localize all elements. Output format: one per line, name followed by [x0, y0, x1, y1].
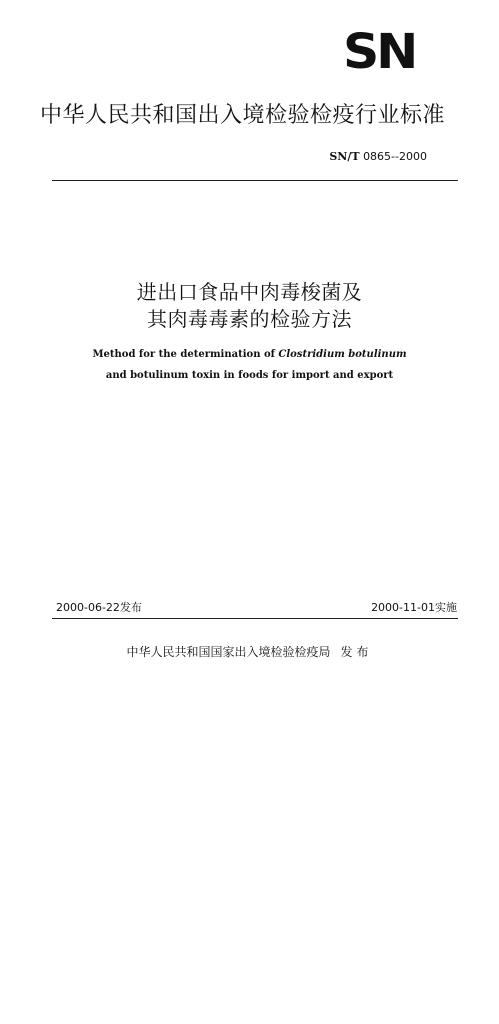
publisher [0, 644, 499, 660]
header-divider [52, 180, 458, 181]
chinese-title-line-2: 其肉毒毒素的检验方法 [147, 307, 352, 331]
sn-logo: SN [343, 24, 416, 80]
issue-date [56, 601, 142, 615]
english-title-line-1 [0, 347, 499, 363]
effective-label: 实施 [435, 601, 457, 614]
issue-date-value: 2000-06-22 [56, 601, 120, 614]
standard-number-value: 0865--2000 [363, 150, 427, 163]
english-title-prefix: Method for the determination of [92, 349, 275, 360]
publisher-suffix: 发布 [340, 645, 373, 659]
industry-standard-title: 中华人民共和国出入境检验检疫行业标准 [40, 103, 446, 128]
publisher-name: 中华人民共和国国家出入境检验检疫局 [126, 645, 331, 659]
issue-label: 发布 [119, 601, 142, 614]
english-title-species: Clostridium botulinum [278, 349, 407, 360]
chinese-title-line-1: 进出口食品中肉毒梭菌及 [136, 280, 363, 304]
footer-divider [52, 618, 458, 619]
effective-date-value: 2000-11-01 [371, 601, 435, 614]
effective-date [371, 601, 457, 615]
english-title-line-2: and botulinum toxin in foods for import and export [105, 370, 394, 381]
standard-number [329, 150, 427, 164]
standard-code: SN/T [329, 150, 360, 163]
